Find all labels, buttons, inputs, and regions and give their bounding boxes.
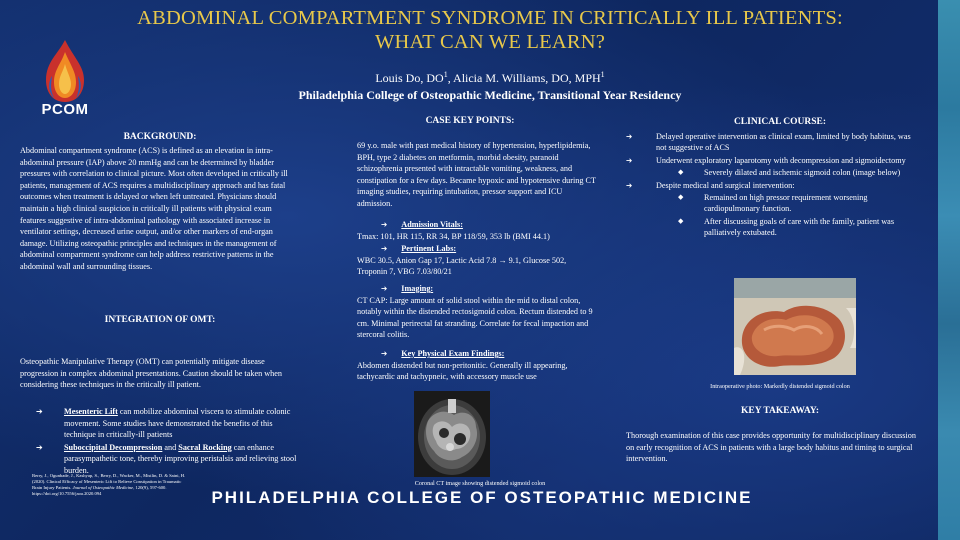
clinical-heading: CLINICAL COURSE: bbox=[733, 117, 827, 127]
ct-caption: Coronal CT image showing distended sigmoid colon bbox=[414, 480, 546, 487]
labs-text: WBC 30.5, Anion Gap 17, Lactic Acid 7.8 → 9.1, Glucose 502, Troponin 7, VBG 7.03/80/21 bbox=[357, 255, 567, 277]
clinical-subitem-2-text: Severely dilated and ischemic sigmoid colon (image below) bbox=[704, 168, 901, 178]
case-exam bbox=[357, 348, 597, 383]
ct-coronal-image bbox=[414, 391, 490, 477]
reference-journal: Journal of Osteopathic Medicine bbox=[72, 485, 134, 490]
arrow-icon: ➔ bbox=[381, 220, 388, 229]
author-1-sup: 1 bbox=[443, 70, 448, 79]
pcom-logo-text: PCOM bbox=[41, 101, 89, 118]
sacral-rocking-label: Sacral Rocking bbox=[178, 442, 232, 452]
exam-text: Abdomen distended but non-peritonitic. Generally ill appearing, tachycardic and tachypneic, with accessory muscle use bbox=[357, 360, 568, 382]
photo-caption: Intraoperative photo: Markedly distended sigmoid colon bbox=[710, 383, 850, 390]
exam-label: Key Physical Exam Findings: bbox=[401, 349, 505, 358]
vitals-text: Tmax: 101, HR 115, RR 34, BP 118/59, 353 lb (BMI 44.1) bbox=[357, 231, 550, 241]
clinical-list bbox=[624, 131, 914, 240]
decorative-side-strip bbox=[938, 0, 960, 540]
case-heading: CASE KEY POINTS: bbox=[425, 116, 515, 126]
exam-header bbox=[357, 348, 597, 360]
arrow-icon: ➔ bbox=[626, 132, 633, 141]
omt-intro: Osteopathic Manipulative Therapy (OMT) can potentially mitigate disease progression in complex abdominal presentations. Caution should be taken when considering these techniques in the critically ill patient. bbox=[20, 357, 282, 390]
arrow-icon: ➔ bbox=[381, 284, 388, 293]
suboccipital-text: can enhance parasympathetic tone, thereby improving peristalsis and relieving stool burden. bbox=[64, 442, 297, 475]
clinical-subitem-pressor bbox=[624, 192, 914, 215]
background-text: Abdominal compartment syndrome (ACS) is defined as an elevation in intra-abdominal pressure (IAP) above 20 mmHg and can be determined by bladder pressures with correlation to clinical picture. Most often developed in critically ill patients, management of ACS requires a multidisciplinary approach and has fatal outcomes when treatment is delayed or when left untreated. Physicians should maintain a high clinical suspicion in critically ill patients with physical exam features suggestive of intra-abdominal pathology with associated increase in ventilator settings, decreased urine output, and/or other markers of end-organ damage. Utilizing osteopathic principles and techniques in the management of abdominal compartment syndrome can help address restrictive patterns in the abdominal wall and surrounding tissues. bbox=[20, 146, 288, 271]
vitals-label: Admission Vitals: bbox=[401, 220, 463, 229]
arrow-icon: ➔ bbox=[626, 180, 633, 190]
omt-heading: INTEGRATION OF OMT: bbox=[104, 315, 216, 325]
case-labs bbox=[357, 243, 597, 278]
takeaway-heading: KEY TAKEAWAY: bbox=[740, 406, 820, 416]
diamond-icon: ◆ bbox=[678, 216, 684, 225]
clinical-item-1-text: Delayed operative intervention as clinical exam, limited by body habitus, was not suggestive of ACS bbox=[656, 132, 911, 153]
affiliation: Philadelphia College of Osteopathic Medicine, Transitional Year Residency bbox=[298, 88, 682, 102]
diamond-icon: ◆ bbox=[678, 193, 684, 202]
arrow-icon: ➔ bbox=[36, 442, 43, 452]
background-heading: BACKGROUND: bbox=[123, 132, 197, 142]
arrow-icon: ➔ bbox=[36, 407, 43, 416]
clinical-subitem-dilated bbox=[624, 167, 914, 178]
omt-list bbox=[36, 406, 298, 478]
mesenteric-lift-text: can mobilize abdominal viscera to stimulate colonic movement. Some studies have demonstrated the benefits of this technique in critically-ill patients bbox=[64, 407, 291, 440]
imaging-label: Imaging: bbox=[401, 284, 434, 293]
case-imaging bbox=[357, 283, 597, 341]
reference-authors: Berry, J., Ogunbade, J., Kashyap, S., Berry, D., Wacker, M., Mistlin, D. & Saini, H. (2020). Clinical Efficacy of Mesenteric Lift to Relieve Constipation in Traumatic Brain Injury Patients. bbox=[32, 473, 186, 490]
labs-header bbox=[357, 243, 597, 255]
diamond-icon: ◆ bbox=[678, 168, 684, 177]
omt-item-mesenteric-lift bbox=[36, 406, 298, 441]
author-1: Louis Do, DO bbox=[375, 71, 444, 85]
clinical-item-3-text: Despite medical and surgical intervention: bbox=[656, 180, 795, 190]
reference-citation bbox=[32, 473, 192, 497]
and-text: and bbox=[162, 442, 179, 452]
takeaway-text: Thorough examination of this case provides opportunity for multidisciplinary discussion on early recognition of ACS in patients with a large body habitus and timing to surgical intervention. bbox=[626, 431, 916, 464]
clinical-subitem-3a-text: Remained on high pressor requirement worsening cardiopulmonary function. bbox=[704, 193, 868, 214]
arrow-icon: ➔ bbox=[381, 244, 388, 253]
mesenteric-lift-label: Mesenteric Lift bbox=[64, 407, 118, 416]
arrow-icon: ➔ bbox=[381, 349, 388, 358]
author-2: , Alicia M. Williams, DO, MPH bbox=[447, 71, 601, 85]
clinical-item-delayed bbox=[624, 131, 914, 154]
case-intro: 69 y.o. male with past medical history of hypertension, hyperlipidemia, BPH, type 2 diabetes on metformin, morbid obesity, paranoid schizophrenia presented with intractable vomiting, weakness, and constipation for a few days. Became hypoxic and hypotensive during CT imaging studies, requiring intubation, pressor support and ICU admission. bbox=[357, 141, 596, 208]
footer-college-name: PHILADELPHIA COLLEGE OF OSTEOPATHIC MEDICINE bbox=[211, 488, 753, 507]
author-line bbox=[200, 66, 780, 87]
authors-block bbox=[200, 66, 780, 104]
intraoperative-photo bbox=[734, 278, 856, 375]
imaging-header bbox=[357, 283, 597, 295]
clinical-item-laparotomy bbox=[624, 155, 914, 166]
reference-doi: , 120(9), 597-600. https://doi.org/10.7556/jaoa.2020.094 bbox=[32, 485, 167, 496]
suboccipital-label: Suboccipital Decompression bbox=[64, 442, 163, 452]
author-2-sup: 1 bbox=[600, 70, 605, 79]
vitals-header bbox=[357, 219, 597, 231]
arrow-icon: ➔ bbox=[626, 155, 633, 165]
clinical-subitem-extubated bbox=[624, 216, 914, 239]
clinical-item-despite bbox=[624, 180, 914, 191]
omt-item-suboccipital bbox=[36, 442, 298, 477]
title-line-2: WHAT CAN WE LEARN? bbox=[374, 31, 606, 53]
clinical-subitem-3b-text: After discussing goals of care with the family, patient was palliatively extubated. bbox=[704, 216, 895, 238]
title-line-1: ABDOMINAL COMPARTMENT SYNDROME IN CRITICALLY ILL PATIENTS: bbox=[137, 7, 843, 29]
case-vitals bbox=[357, 219, 597, 242]
clinical-item-2-text: Underwent exploratory laparotomy with decompression and sigmoidectomy bbox=[656, 155, 906, 165]
imaging-text: CT CAP: Large amount of solid stool within the mid to distal colon, notably within the distended rectosigmoid colon. Rectum distended to 9 cm. Minimal perirectal fat stranding. Correlate for fecal impaction and stercoral colitis. bbox=[357, 295, 593, 340]
labs-label: Pertinent Labs: bbox=[401, 244, 457, 253]
poster-title bbox=[60, 6, 920, 54]
